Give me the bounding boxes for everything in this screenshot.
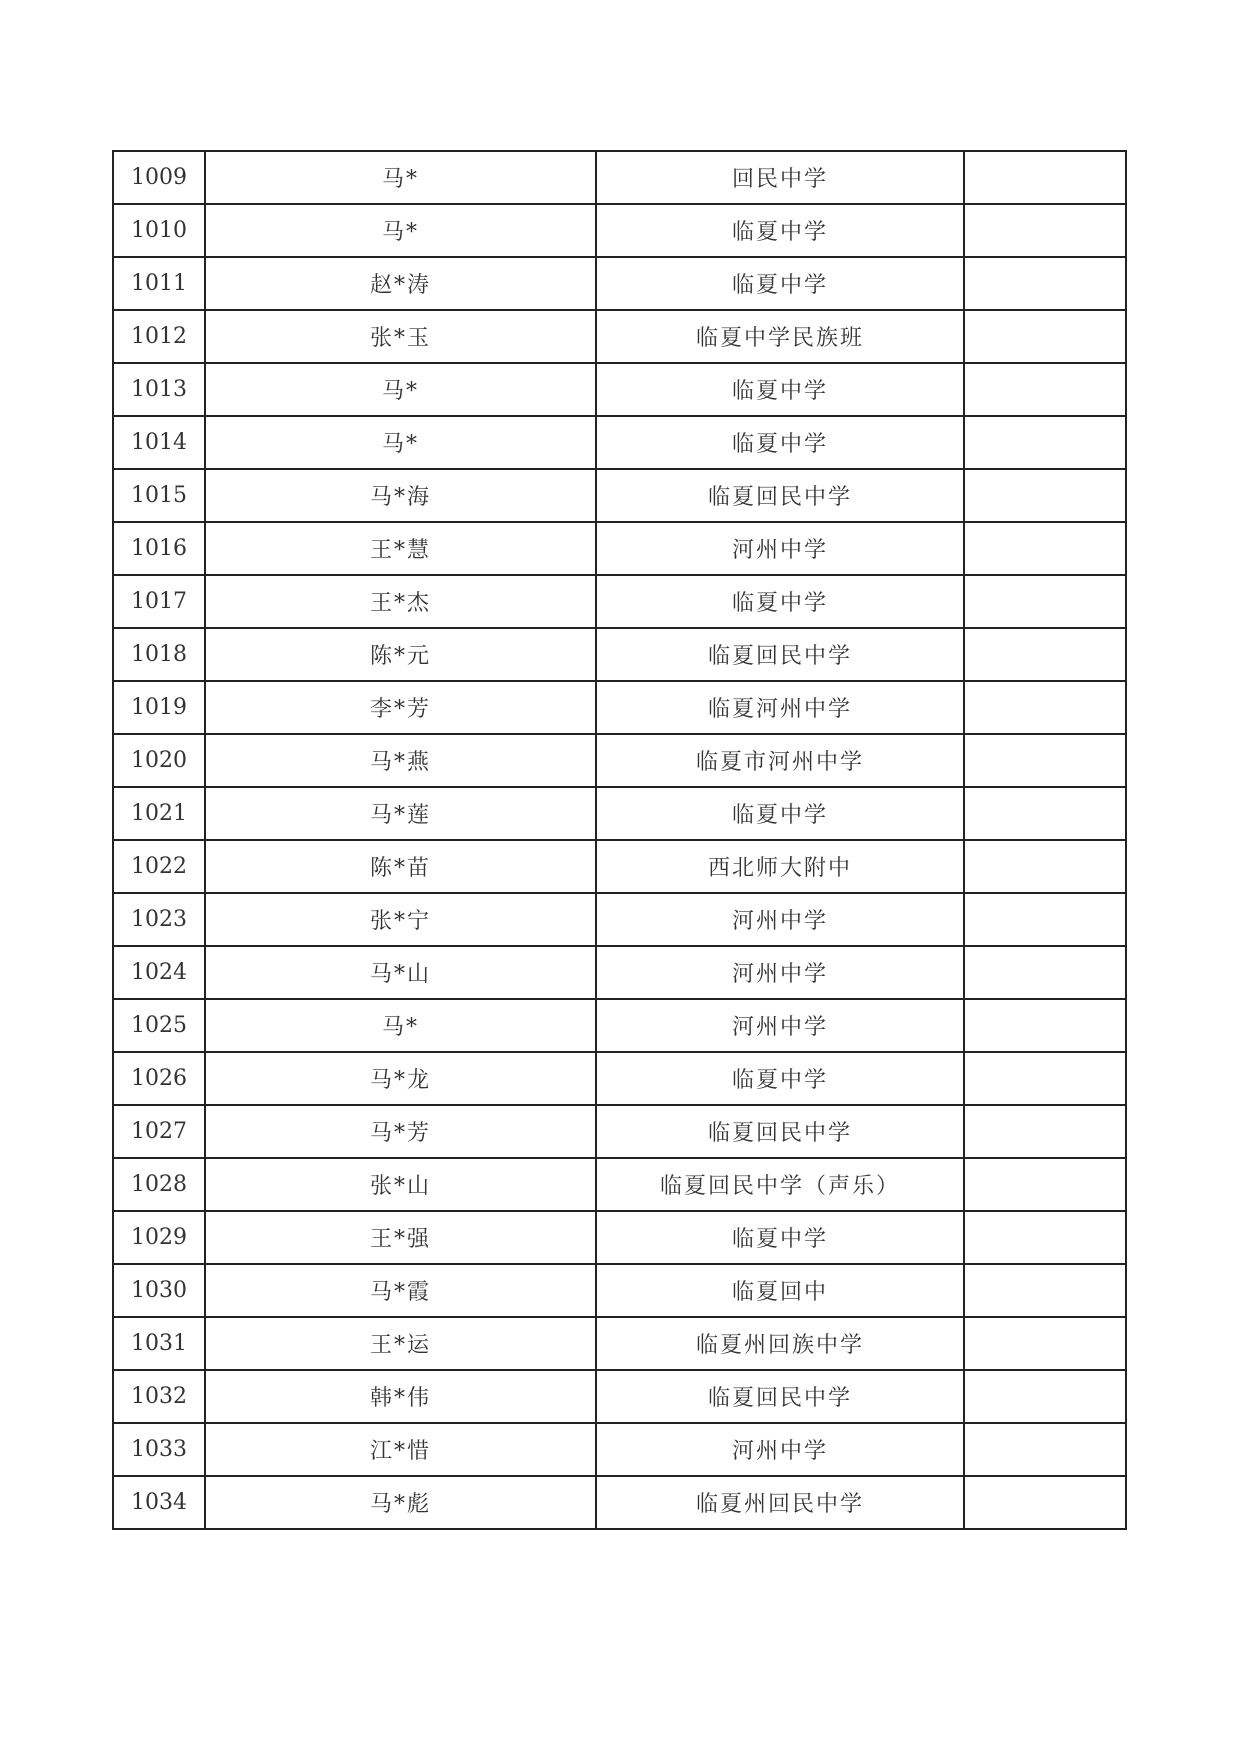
table-row	[113, 363, 1126, 416]
school-name-cell: 临夏中学	[596, 416, 964, 469]
school-name-cell: 临夏回民中学	[596, 1370, 964, 1423]
row-number-cell: 1024	[113, 946, 205, 999]
school-name-cell: 西北师大附中	[596, 840, 964, 893]
remark-cell	[964, 469, 1126, 522]
school-name-cell: 临夏市河州中学	[596, 734, 964, 787]
row-number-cell: 1011	[113, 257, 205, 310]
student-name-cell: 马*	[205, 151, 596, 204]
table-row	[113, 1211, 1126, 1264]
school-name-cell: 临夏回民中学	[596, 628, 964, 681]
table-row	[113, 416, 1126, 469]
remark-cell	[964, 1476, 1126, 1529]
row-number-cell: 1018	[113, 628, 205, 681]
row-number-cell: 1027	[113, 1105, 205, 1158]
row-number-cell: 1016	[113, 522, 205, 575]
student-name-cell: 王*慧	[205, 522, 596, 575]
school-name-cell: 临夏中学	[596, 1052, 964, 1105]
remark-cell	[964, 1264, 1126, 1317]
student-name-cell: 马*海	[205, 469, 596, 522]
row-number-cell: 1015	[113, 469, 205, 522]
student-name-cell: 马*	[205, 416, 596, 469]
table-row	[113, 1423, 1126, 1476]
remark-cell	[964, 1423, 1126, 1476]
row-number-cell: 1022	[113, 840, 205, 893]
row-number-cell: 1017	[113, 575, 205, 628]
table-row	[113, 787, 1126, 840]
row-number-cell: 1026	[113, 1052, 205, 1105]
table-row	[113, 1370, 1126, 1423]
remark-cell	[964, 1317, 1126, 1370]
row-number-cell: 1030	[113, 1264, 205, 1317]
row-number-cell: 1028	[113, 1158, 205, 1211]
row-number-cell: 1014	[113, 416, 205, 469]
school-name-cell: 临夏中学	[596, 363, 964, 416]
student-name-cell: 马*芳	[205, 1105, 596, 1158]
table-row	[113, 893, 1126, 946]
student-name-cell: 马*莲	[205, 787, 596, 840]
school-name-cell: 临夏回民中学（声乐）	[596, 1158, 964, 1211]
remark-cell	[964, 151, 1126, 204]
school-name-cell: 临夏中学	[596, 575, 964, 628]
remark-cell	[964, 1211, 1126, 1264]
student-name-cell: 赵*涛	[205, 257, 596, 310]
remark-cell	[964, 681, 1126, 734]
remark-cell	[964, 310, 1126, 363]
student-name-cell: 马*燕	[205, 734, 596, 787]
row-number-cell: 1029	[113, 1211, 205, 1264]
school-name-cell: 河州中学	[596, 522, 964, 575]
school-name-cell: 临夏回中	[596, 1264, 964, 1317]
table-row	[113, 1317, 1126, 1370]
remark-cell	[964, 1052, 1126, 1105]
remark-cell	[964, 628, 1126, 681]
row-number-cell: 1034	[113, 1476, 205, 1529]
student-name-cell: 马*霞	[205, 1264, 596, 1317]
table-row	[113, 1052, 1126, 1105]
student-name-cell: 马*	[205, 204, 596, 257]
remark-cell	[964, 999, 1126, 1052]
school-name-cell: 临夏州回族中学	[596, 1317, 964, 1370]
row-number-cell: 1025	[113, 999, 205, 1052]
table-row	[113, 1158, 1126, 1211]
remark-cell	[964, 787, 1126, 840]
student-name-cell: 张*山	[205, 1158, 596, 1211]
table-row	[113, 151, 1126, 204]
student-name-cell: 马*	[205, 363, 596, 416]
school-name-cell: 河州中学	[596, 946, 964, 999]
row-number-cell: 1031	[113, 1317, 205, 1370]
remark-cell	[964, 1370, 1126, 1423]
row-number-cell: 1020	[113, 734, 205, 787]
table-row	[113, 840, 1126, 893]
school-name-cell: 临夏中学	[596, 257, 964, 310]
school-name-cell: 临夏中学民族班	[596, 310, 964, 363]
remark-cell	[964, 257, 1126, 310]
remark-cell	[964, 1105, 1126, 1158]
student-name-cell: 陈*元	[205, 628, 596, 681]
table-row	[113, 257, 1126, 310]
row-number-cell: 1033	[113, 1423, 205, 1476]
row-number-cell: 1012	[113, 310, 205, 363]
student-name-cell: 江*惜	[205, 1423, 596, 1476]
table-row	[113, 681, 1126, 734]
school-name-cell: 河州中学	[596, 893, 964, 946]
student-name-cell: 张*玉	[205, 310, 596, 363]
row-number-cell: 1009	[113, 151, 205, 204]
table-row	[113, 628, 1126, 681]
table-row	[113, 1476, 1126, 1529]
remark-cell	[964, 204, 1126, 257]
table-row	[113, 522, 1126, 575]
student-name-cell: 韩*伟	[205, 1370, 596, 1423]
table-row	[113, 469, 1126, 522]
student-name-cell: 马*龙	[205, 1052, 596, 1105]
student-name-cell: 马*	[205, 999, 596, 1052]
school-name-cell: 临夏州回民中学	[596, 1476, 964, 1529]
school-name-cell: 临夏中学	[596, 787, 964, 840]
student-name-cell: 李*芳	[205, 681, 596, 734]
table-row	[113, 1105, 1126, 1158]
table-row	[113, 1264, 1126, 1317]
student-name-cell: 陈*苗	[205, 840, 596, 893]
remark-cell	[964, 1158, 1126, 1211]
remark-cell	[964, 734, 1126, 787]
remark-cell	[964, 840, 1126, 893]
row-number-cell: 1013	[113, 363, 205, 416]
remark-cell	[964, 363, 1126, 416]
row-number-cell: 1021	[113, 787, 205, 840]
student-name-cell: 马*彪	[205, 1476, 596, 1529]
remark-cell	[964, 522, 1126, 575]
school-name-cell: 临夏中学	[596, 204, 964, 257]
school-name-cell: 临夏中学	[596, 1211, 964, 1264]
remark-cell	[964, 893, 1126, 946]
row-number-cell: 1023	[113, 893, 205, 946]
row-number-cell: 1019	[113, 681, 205, 734]
school-name-cell: 回民中学	[596, 151, 964, 204]
table-row	[113, 575, 1126, 628]
table-row	[113, 946, 1126, 999]
school-name-cell: 河州中学	[596, 1423, 964, 1476]
roster-body	[113, 151, 1126, 1529]
school-name-cell: 河州中学	[596, 999, 964, 1052]
table-row	[113, 310, 1126, 363]
student-roster-table	[112, 150, 1127, 1530]
student-name-cell: 王*强	[205, 1211, 596, 1264]
school-name-cell: 临夏河州中学	[596, 681, 964, 734]
table-row	[113, 999, 1126, 1052]
school-name-cell: 临夏回民中学	[596, 469, 964, 522]
row-number-cell: 1010	[113, 204, 205, 257]
remark-cell	[964, 946, 1126, 999]
student-name-cell: 王*杰	[205, 575, 596, 628]
student-name-cell: 王*运	[205, 1317, 596, 1370]
table-row	[113, 204, 1126, 257]
school-name-cell: 临夏回民中学	[596, 1105, 964, 1158]
table-row	[113, 734, 1126, 787]
remark-cell	[964, 416, 1126, 469]
student-name-cell: 马*山	[205, 946, 596, 999]
student-name-cell: 张*宁	[205, 893, 596, 946]
row-number-cell: 1032	[113, 1370, 205, 1423]
remark-cell	[964, 575, 1126, 628]
